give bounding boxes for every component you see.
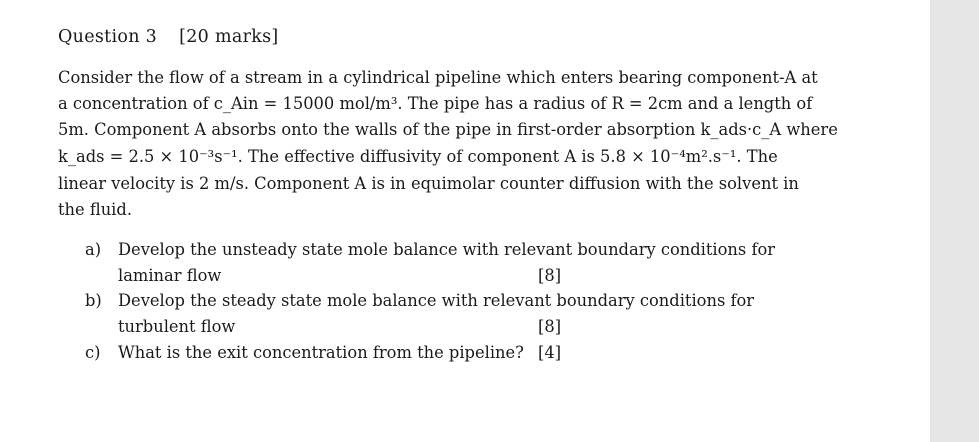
sub-question-a-marks: [8] bbox=[538, 266, 562, 285]
paragraph-line-5: linear velocity is 2 m/s. Component A is in equimolar counter diffusion with the solvent in bbox=[58, 174, 799, 193]
sub-question-c-text: What is the exit concentration from the pipeline? bbox=[118, 343, 524, 362]
paragraph-line-1: Consider the flow of a stream in a cylindrical pipeline which enters bearing component-A at bbox=[58, 68, 818, 87]
sub-question-a-text: Develop the unsteady state mole balance with relevant boundary conditions for bbox=[118, 240, 776, 259]
paragraph-line-2: a concentration of c_Ain = 15000 mol/m³. The pipe has a radius of R = 2cm and a length of bbox=[58, 94, 813, 113]
sub-question-a-continuation: laminar flow bbox=[118, 266, 222, 285]
sub-question-a-label: a) bbox=[85, 240, 102, 259]
sub-question-c-label: c) bbox=[85, 343, 101, 362]
right-scroll-gutter bbox=[930, 0, 979, 442]
question-heading bbox=[58, 27, 279, 47]
sub-question-b-continuation: turbulent flow bbox=[118, 317, 236, 336]
sub-question-b-text: Develop the steady state mole balance with relevant boundary conditions for bbox=[118, 291, 755, 310]
sub-question-c-marks: [4] bbox=[538, 343, 562, 362]
paragraph-line-3: 5m. Component A absorbs onto the walls of the pipe in first-order absorption k_ads·c_A where bbox=[58, 120, 838, 139]
paragraph-line-4: k_ads = 2.5 × 10⁻³s⁻¹. The effective diffusivity of component A is 5.8 × 10⁻⁴m².s⁻¹. The bbox=[58, 147, 778, 166]
sub-question-a bbox=[85, 240, 775, 259]
paragraph-line-6: the fluid. bbox=[58, 200, 132, 219]
question-total-marks: [20 marks] bbox=[179, 27, 279, 47]
sub-question-c bbox=[85, 343, 524, 362]
sub-question-b-label: b) bbox=[85, 291, 102, 310]
sub-question-b bbox=[85, 291, 754, 310]
question-title: Question 3 bbox=[58, 27, 158, 47]
sub-question-b-marks: [8] bbox=[538, 317, 562, 336]
